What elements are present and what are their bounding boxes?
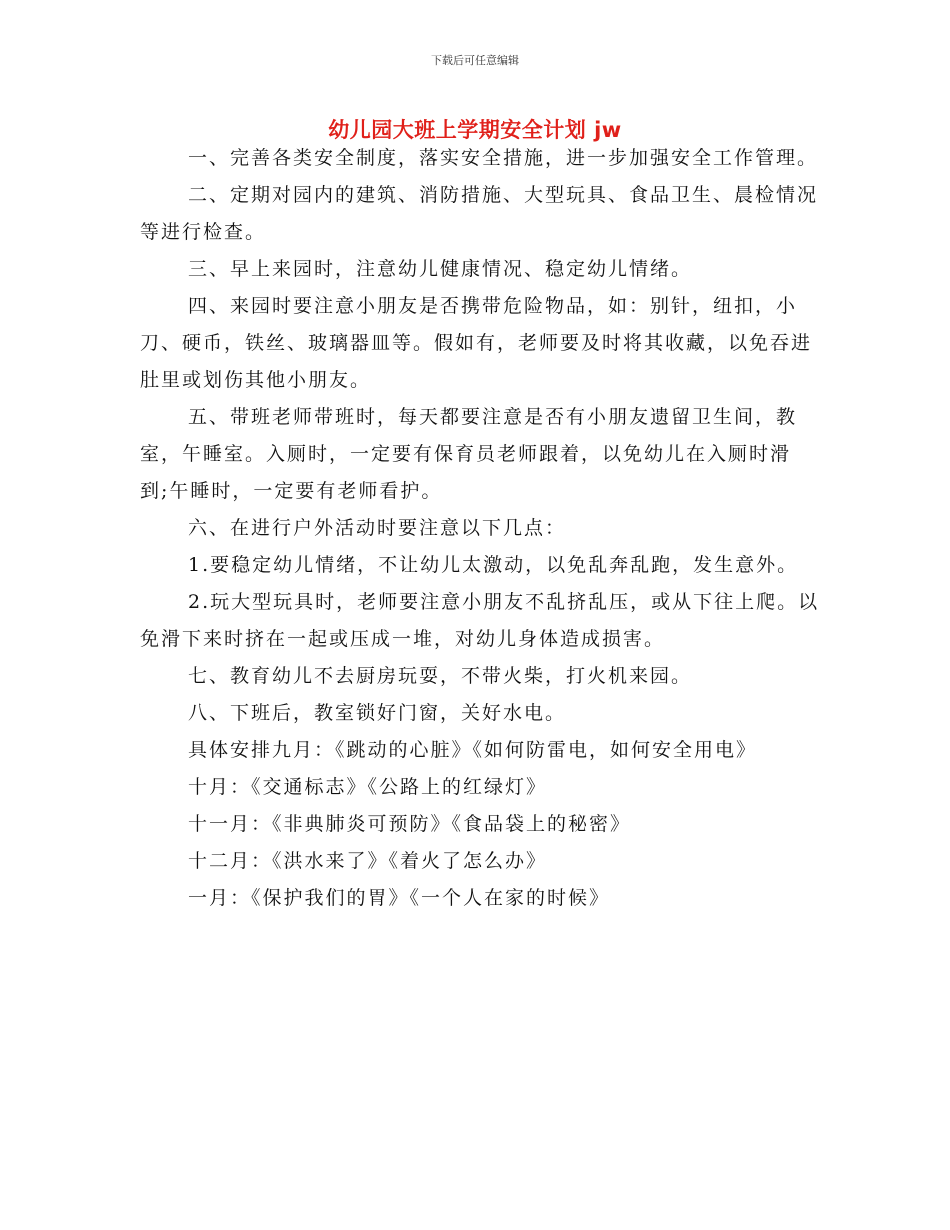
paragraph: 三、早上来园时，注意幼儿健康情况、稳定幼儿情绪。 bbox=[188, 258, 693, 280]
document-title: 幼儿园大班上学期安全计划 jw bbox=[328, 118, 622, 142]
paragraph: 七、教育幼儿不去厨房玩耍，不带火柴，打火机来园。 bbox=[188, 665, 693, 687]
paragraph: 六、在进行户外活动时要注意以下几点： bbox=[188, 517, 567, 539]
schedule-line: 具体安排九月：《跳动的心脏》《如何防雷电，如何安全用电》 bbox=[188, 739, 758, 761]
page-header: 下载后可任意编辑 bbox=[431, 54, 519, 67]
document-body bbox=[140, 140, 820, 917]
schedule-line: 十一月：《非典肺炎可预防》《食品袋上的秘密》 bbox=[188, 813, 632, 835]
paragraph: 八、下班后，教室锁好门窗，关好水电。 bbox=[188, 702, 567, 724]
schedule-line: 十月：《交通标志》《公路上的红绿灯》 bbox=[188, 776, 548, 798]
schedule-line: 一月：《保护我们的胃》《一个人在家的时候》 bbox=[188, 887, 611, 909]
list-item: 2.玩大型玩具时，老师要注意小朋友不乱挤乱压，或从下往上爬。以免滑下来时挤在一起或压成一堆，对幼儿身体造成损害。 bbox=[140, 591, 820, 650]
paragraph: 二、定期对园内的建筑、消防措施、大型玩具、食品卫生、晨检情况等进行检查。 bbox=[140, 184, 819, 243]
list-item: 1.要稳定幼儿情绪，不让幼儿太激动，以免乱奔乱跑，发生意外。 bbox=[188, 554, 799, 576]
paragraph: 一、完善各类安全制度，落实安全措施，进一步加强安全工作管理。 bbox=[188, 147, 819, 169]
paragraph: 四、来园时要注意小朋友是否携带危险物品，如：别针，纽扣，小刀、硬币，铁丝、玻璃器皿等。假如有，老师要及时将其收藏，以免吞进肚里或划伤其他小朋友。 bbox=[140, 295, 813, 391]
schedule-line: 十二月：《洪水来了》《着火了怎么办》 bbox=[188, 850, 548, 872]
paragraph: 五、带班老师带班时，每天都要注意是否有小朋友遗留卫生间，教室，午睡室。入厕时，一定要有保育员老师跟着，以免幼儿在入厕时滑到;午睡时，一定要有老师看护。 bbox=[140, 406, 798, 502]
